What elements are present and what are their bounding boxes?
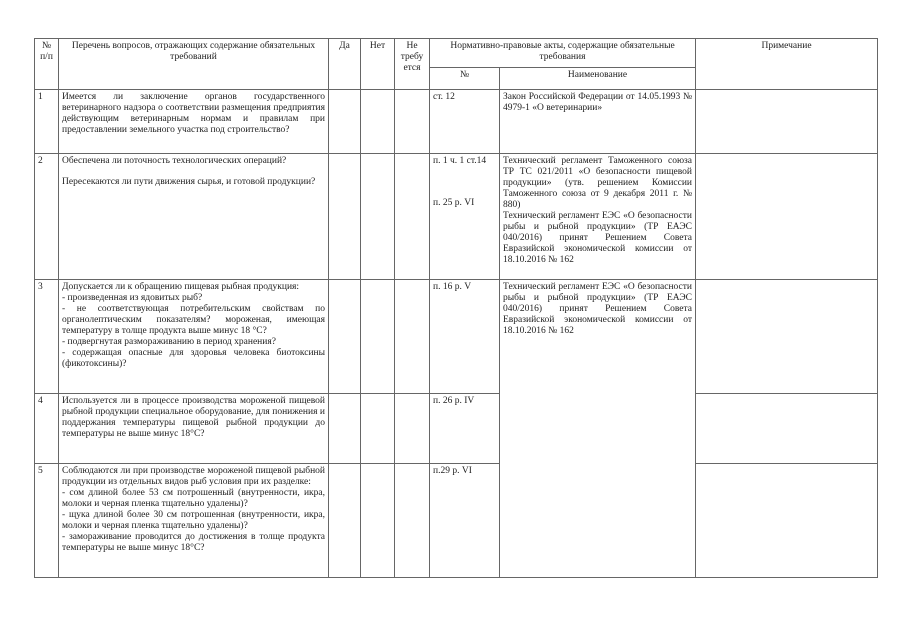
row-question: Допускается ли к обращению пищевая рыбная продукция: - произведенная из ядовитых рыб? - не соответствующая потребительским свойствам по органолептическим показателям? мороженая, имеющая температуру в толще продукта выше минус 18 °С? - подвергнутая размораживанию в период хранения? - содержащая опасные для здоровья человека биотоксины (фикотоксины)? bbox=[59, 280, 329, 394]
answer-no-cell[interactable] bbox=[361, 464, 395, 578]
table-row bbox=[35, 280, 878, 394]
answer-yes-cell[interactable] bbox=[329, 280, 361, 394]
row-act-name bbox=[500, 154, 696, 280]
row-act-num-part: п. 25 р. VI bbox=[433, 198, 475, 208]
row-question: Соблюдаются ли при производстве мороженой пищевой рыбной продукции из отдельных видов рыб условия при их разделке: - сом длиной более 53 см потрошенный (внутренности, икра, молоки и черная пленка тщательно удалены)? - щука длиной более 30 см потрошенная (внутренности, икра, молоки и черная пленка тщательно удалены)? - замораживание проводится до достижения в толще продукта температуры не выше минус 18°С? bbox=[59, 464, 329, 578]
answer-no-cell[interactable] bbox=[361, 394, 395, 464]
row-num: 4 bbox=[35, 394, 59, 464]
row-act-num: п. 16 р. V bbox=[430, 280, 500, 394]
note-cell[interactable] bbox=[696, 154, 878, 280]
row-num: 3 bbox=[35, 280, 59, 394]
header-yes: Да bbox=[329, 39, 361, 90]
header-not-required: Не требу ется bbox=[395, 39, 430, 90]
row-act-num: п.29 р. VI bbox=[430, 464, 500, 578]
row-act-num: п. 26 р. IV bbox=[430, 394, 500, 464]
row-act-num bbox=[430, 154, 500, 280]
note-cell[interactable] bbox=[696, 394, 878, 464]
answer-no-cell[interactable] bbox=[361, 280, 395, 394]
note-cell[interactable] bbox=[696, 90, 878, 154]
answer-not-required-cell[interactable] bbox=[395, 394, 430, 464]
table-row bbox=[35, 394, 878, 464]
answer-yes-cell[interactable] bbox=[329, 464, 361, 578]
header-num: № п/п bbox=[35, 39, 59, 90]
answer-not-required-cell[interactable] bbox=[395, 154, 430, 280]
header-act-num: № bbox=[430, 68, 500, 90]
note-cell[interactable] bbox=[696, 464, 878, 578]
answer-yes-cell[interactable] bbox=[329, 90, 361, 154]
row-act-num: ст. 12 bbox=[430, 90, 500, 154]
answer-yes-cell[interactable] bbox=[329, 154, 361, 280]
row-act-name-part: Технический регламент Таможенного союза ТР ТС 021/2011 «О безопасности пищевой продукции» (утв. решением Комиссии Таможенного союза от 9 декабря 2011 г. № 880) bbox=[503, 156, 693, 210]
answer-no-cell[interactable] bbox=[361, 154, 395, 280]
header-acts: Нормативно-правовые акты, содержащие обязательные требования bbox=[430, 39, 696, 68]
answer-not-required-cell[interactable] bbox=[395, 90, 430, 154]
answer-not-required-cell[interactable] bbox=[395, 464, 430, 578]
row-question: Имеется ли заключение органов государственного ветеринарного надзора о соответствии размещения предприятия действующим ветеринарным нормам и правилам при предоставлении земельного участка под строительство? bbox=[59, 90, 329, 154]
row-question: Используется ли в процессе производства мороженой пищевой рыбной продукции специальное оборудование, для понижения и поддержания температуры пищевой рыбной продукции до температуры не выше минус 18°С? bbox=[59, 394, 329, 464]
header-act-name: Наименование bbox=[500, 68, 696, 90]
row-act-name-part: Технический регламент ЕЭС «О безопасности рыбы и рыбной продукции» (ТР ЕАЭС 040/2016) принят Решением Совета Евразийской экономической комиссии от 18.10.2016 № 162 bbox=[503, 211, 693, 265]
row-act-name: Закон Российской Федерации от 14.05.1993 № 4979-1 «О ветеринарии» bbox=[500, 90, 696, 154]
header-questions: Перечень вопросов, отражающих содержание обязательных требований bbox=[59, 39, 329, 90]
row-question bbox=[59, 154, 329, 280]
answer-yes-cell[interactable] bbox=[329, 394, 361, 464]
answer-not-required-cell[interactable] bbox=[395, 280, 430, 394]
header-no: Нет bbox=[361, 39, 395, 90]
row-question-part: Пересекаются ли пути движения сырья, и готовой продукции? bbox=[62, 177, 316, 187]
row-act-num-part: п. 1 ч. 1 ст.14 bbox=[433, 156, 487, 166]
row-num: 1 bbox=[35, 90, 59, 154]
note-cell[interactable] bbox=[696, 280, 878, 394]
row-num: 5 bbox=[35, 464, 59, 578]
row-question-part: Обеспечена ли поточность технологических операций? bbox=[62, 156, 287, 166]
header-note: Примечание bbox=[696, 39, 878, 90]
requirements-table bbox=[34, 38, 878, 578]
row-num: 2 bbox=[35, 154, 59, 280]
answer-no-cell[interactable] bbox=[361, 90, 395, 154]
table-row bbox=[35, 154, 878, 280]
row-act-name: Технический регламент ЕЭС «О безопасности рыбы и рыбной продукции» (ТР ЕАЭС 040/2016) принят Решением Совета Евразийской экономической комиссии от 18.10.2016 № 162 bbox=[500, 280, 696, 578]
table-row bbox=[35, 464, 878, 578]
table-row bbox=[35, 90, 878, 154]
